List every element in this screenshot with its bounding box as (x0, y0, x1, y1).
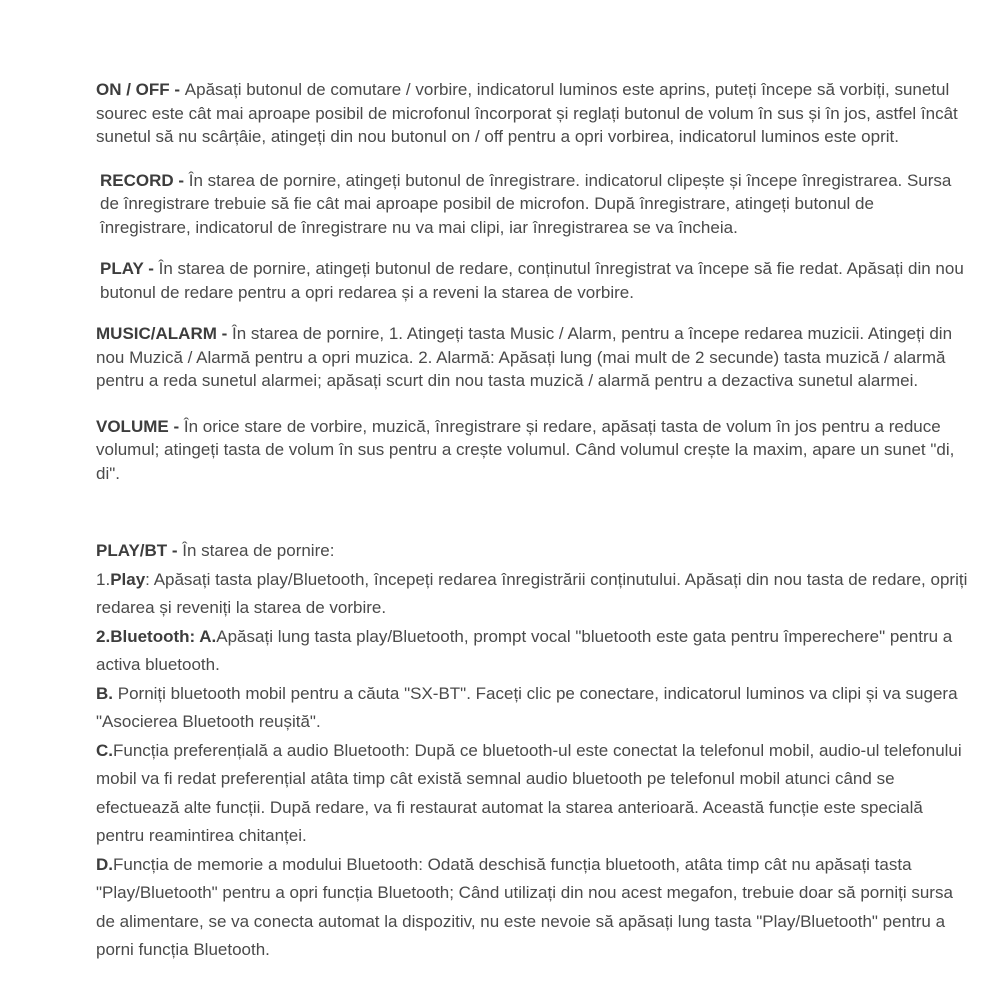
play-bt-item-1 (96, 566, 968, 623)
play-bt-item-c (96, 737, 968, 851)
play-bt-item-b-label: B. (96, 683, 113, 703)
play-bt-item-1-text: Apăsați tasta play/Bluetooth, începeți redarea înregistrării conținutului. Apăsați din nou tasta de redare, opriți redarea și reveniți la starea de vorbire. (96, 569, 968, 617)
play-bt-item-1-number: 1. (96, 569, 111, 589)
section-record-heading: RECORD - (100, 170, 189, 190)
spacer (96, 304, 968, 322)
spacer (96, 393, 968, 415)
section-on-off (96, 78, 968, 149)
section-play (96, 257, 968, 304)
section-volume-heading: VOLUME - (96, 416, 184, 436)
section-music-alarm (96, 322, 968, 393)
play-bt-item-b-text: Porniți bluetooth mobil pentru a căuta "SX-BT". Faceți clic pe conectare, indicatorul luminos va clipi și va sugera "Asocierea Bluetooth reușită". (96, 683, 958, 731)
play-bt-item-2 (96, 623, 968, 680)
section-on-off-heading: ON / OFF - (96, 80, 185, 99)
section-record-text: În starea de pornire, atingeți butonul de înregistrare. indicatorul clipește și începe înregistrarea. Sursa de înregistrare trebuie să fie cât mai aproape posibil de microfon. După înregistrare, atingeți butonul de înregistrare, indicatorul de înregistrare nu va mai clipi, iar înregistrarea se va încheia. (100, 170, 952, 237)
section-record (96, 169, 968, 240)
spacer (96, 485, 968, 537)
section-music-alarm-heading: MUSIC/ALARM - (96, 324, 232, 343)
section-play-bt-intro-text: În starea de pornire: (182, 541, 335, 560)
section-play-bt-intro (96, 537, 968, 566)
play-bt-item-c-label: C. (96, 740, 113, 760)
play-bt-item-b (96, 680, 968, 737)
play-bt-item-d-label: D. (96, 854, 113, 874)
section-play-bt-heading: PLAY/BT - (96, 541, 183, 560)
spacer (96, 149, 968, 169)
document-body (96, 78, 968, 965)
play-bt-item-2-text: Apăsați lung tasta play/Bluetooth, prompt vocal "bluetooth este gata pentru împerechere" pentru a activa bluetooth. (96, 626, 953, 674)
play-bt-item-1-suffix: : (145, 569, 154, 589)
section-play-heading: PLAY - (100, 259, 159, 278)
play-bt-item-d-text: Funcția de memorie a modului Bluetooth: Odată deschisă funcția bluetooth, atâta timp cât nu apăsați tasta "Play/Bluetooth" pentru a opri funcția Bluetooth; Când utilizați din nou acest megafon, trebuie doar să porniți sursa de alimentare, se va conecta automat la dispozitiv, nu este nevoie să apăsați lung tasta "Play/Bluetooth" pentru a porni funcția Bluetooth. (96, 854, 953, 959)
play-bt-item-2-label: Bluetooth: A. (110, 626, 217, 646)
section-play-text: În starea de pornire, atingeți butonul de redare, conținutul înregistrat va începe să fie redat. Apăsați din nou butonul de redare pentru a opri redarea și a reveni la starea de vorbire. (100, 259, 964, 302)
play-bt-item-1-label: Play (110, 569, 146, 589)
play-bt-item-2-number: 2. (96, 626, 111, 646)
section-volume (96, 415, 968, 486)
play-bt-item-c-text: Funcția preferențială a audio Bluetooth: După ce bluetooth-ul este conectat la telefonul mobil, audio-ul telefonului mobil va fi redat preferențial atâta timp cât există semnal audio bluetooth pe telefonul mobil atunci când se efectuează alte funcții. După redare, va fi restaurat automat la starea anterioară. Această funcție este specială pentru reamintirea chitanței. (96, 740, 962, 845)
section-on-off-text: Apăsați butonul de comutare / vorbire, indicatorul luminos este aprins, puteți începe să vorbiți, sunetul sourec este cât mai aproape posibil de microfonul încorporat și reglați butonul de volum în sus și în jos, astfel încât sunetul să nu scârțâie, atingeți din nou butonul on / off pentru a opri vorbirea, indicatorul luminos este oprit. (96, 80, 958, 146)
play-bt-item-d (96, 851, 968, 965)
spacer (96, 239, 968, 257)
section-music-alarm-text: În starea de pornire, 1. Atingeți tasta Music / Alarm, pentru a începe redarea muzicii. Atingeți din nou Muzică / Alarmă pentru a opri muzica. 2. Alarmă: Apăsați lung (mai mult de 2 secunde) tasta muzică / alarmă pentru a reda sunetul alarmei; apăsați scurt din nou tasta muzică / alarmă pentru a dezactiva sunetul alarmei. (96, 324, 953, 390)
section-volume-text: În orice stare de vorbire, muzică, înregistrare și redare, apăsați tasta de volum în jos pentru a reduce volumul; atingeți tasta de volum în sus pentru a crește volumul. Când volumul crește la maxim, apare un sunet "di, di". (96, 416, 955, 483)
section-play-bt (96, 537, 968, 965)
